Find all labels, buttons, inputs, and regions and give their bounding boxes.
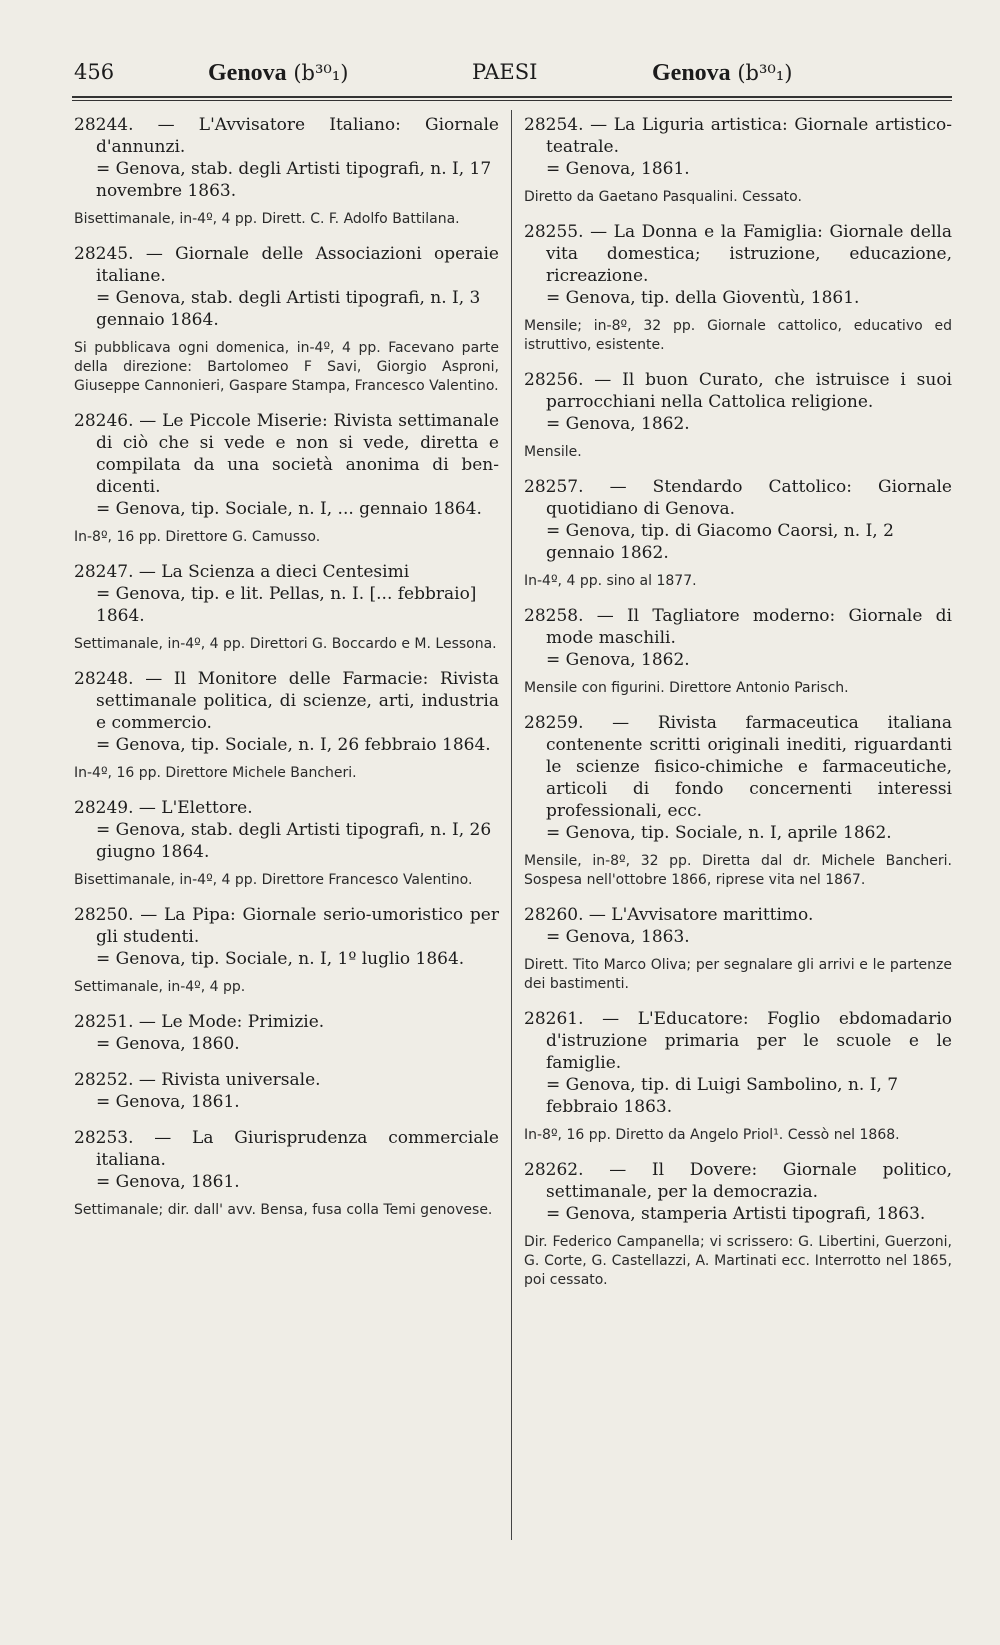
entry-imprint: = Genova, tip. e lit. Pellas, n. I. [... febbraio] 1864. bbox=[96, 584, 477, 626]
header-rule-thin bbox=[72, 100, 952, 101]
entry-title-text: 28257. — Stendardo Cattolico: Giornale quotidiano di Genova. bbox=[524, 477, 952, 519]
catalog-entry bbox=[524, 1159, 952, 1290]
entry-title bbox=[74, 1011, 499, 1033]
entry-imprint: = Genova, 1862. bbox=[546, 414, 690, 434]
entry-title-text: 28254. — La Liguria artistica: Giornale artistico-teatrale. bbox=[524, 115, 952, 157]
entry-title-text: 28255. — La Donna e la Famiglia: Giornale della vita domestica; istruzione, educazione, ricreazione. bbox=[524, 222, 952, 286]
header-right bbox=[652, 60, 792, 87]
entry-title bbox=[524, 1008, 952, 1074]
catalog-entry bbox=[74, 1127, 499, 1220]
catalog-entry bbox=[74, 1069, 499, 1113]
catalog-entry bbox=[524, 605, 952, 698]
entry-imprint: = Genova, 1860. bbox=[96, 1034, 240, 1054]
entry-imprint: = Genova, stab. degli Artisti tipografi, n. I, 26 giugno 1864. bbox=[96, 820, 492, 862]
entry-imprint: = Genova, 1863. bbox=[546, 927, 690, 947]
entry-note: Mensile con figurini. Direttore Antonio Parisch. bbox=[524, 680, 849, 696]
header-left bbox=[208, 60, 348, 87]
catalog-entry bbox=[74, 797, 499, 890]
catalog-entry bbox=[524, 712, 952, 890]
right-column bbox=[524, 114, 952, 1304]
entry-imprint: = Genova, stab. degli Artisti tipografi, n. I, 3 gennaio 1864. bbox=[96, 288, 481, 330]
entry-title bbox=[74, 1127, 499, 1171]
entry-note: Mensile. bbox=[524, 444, 582, 460]
entry-title-text: 28247. — La Scienza a dieci Centesimi bbox=[74, 562, 410, 582]
entry-imprint: = Genova, stamperia Artisti tipografi, 1863. bbox=[546, 1204, 926, 1224]
entry-title-text: 28246. — Le Piccole Miserie: Rivista settimanale di ciò che si vede e non si vede, diretta e compilata da una società anonima di ben-dicenti. bbox=[74, 411, 499, 497]
entry-imprint: = Genova, stab. degli Artisti tipografi, n. I, 17 novembre 1863. bbox=[96, 159, 492, 201]
entry-title-text: 28252. — Rivista universale. bbox=[74, 1070, 321, 1090]
entry-title-text: 28261. — L'Educatore: Foglio ebdomadario d'istruzione primaria per le scuole e le famiglie. bbox=[524, 1009, 952, 1073]
entry-title-text: 28262. — Il Dovere: Giornale politico, settimanale, per la democrazia. bbox=[524, 1160, 952, 1202]
header-right-title: Genova bbox=[652, 60, 731, 86]
entry-title bbox=[524, 476, 952, 520]
catalog-entry bbox=[74, 904, 499, 997]
entry-note: Bisettimanale, in-4º, 4 pp. Direttore Francesco Valentino. bbox=[74, 872, 473, 888]
catalog-entry bbox=[74, 410, 499, 547]
entry-imprint: = Genova, tip. Sociale, n. I, ... gennaio 1864. bbox=[96, 499, 482, 519]
catalog-entry bbox=[74, 668, 499, 783]
entry-title bbox=[524, 369, 952, 413]
entry-imprint: = Genova, tip. Sociale, n. I, 26 febbraio 1864. bbox=[96, 735, 491, 755]
entry-note: In-4º, 4 pp. sino al 1877. bbox=[524, 573, 697, 589]
catalog-entry bbox=[524, 114, 952, 207]
entry-note: Bisettimanale, in-4º, 4 pp. Dirett. C. F. Adolfo Battilana. bbox=[74, 211, 460, 227]
entry-title-text: 28245. — Giornale delle Associazioni operaie italiane. bbox=[74, 244, 499, 286]
entry-title bbox=[74, 114, 499, 158]
catalog-entry bbox=[524, 221, 952, 355]
entry-imprint: = Genova, 1862. bbox=[546, 650, 690, 670]
entry-title-text: 28259. — Rivista farmaceutica italiana contenente scritti originali inediti, riguardanti le scienze fisico-chimiche e farmaceutiche, articoli di fondo concernenti interessi professionali, ecc. bbox=[524, 713, 952, 821]
entry-note: Dirett. Tito Marco Oliva; per segnalare gli arrivi e le partenze dei bastimenti. bbox=[524, 957, 952, 992]
entry-title bbox=[74, 797, 499, 819]
entry-note: Settimanale, in-4º, 4 pp. Direttori G. Boccardo e M. Lessona. bbox=[74, 636, 497, 652]
entry-title-text: 28253. — La Giurisprudenza commerciale italiana. bbox=[74, 1128, 499, 1170]
entry-title bbox=[524, 221, 952, 287]
entry-title bbox=[524, 605, 952, 649]
catalog-entry bbox=[524, 369, 952, 462]
entry-title bbox=[74, 410, 499, 498]
catalog-entry bbox=[524, 476, 952, 591]
entry-imprint: = Genova, tip. della Gioventù, 1861. bbox=[546, 288, 860, 308]
entry-title-text: 28250. — La Pipa: Giornale serio-umoristico per gli studenti. bbox=[74, 905, 499, 947]
column-divider bbox=[511, 110, 512, 1540]
entry-imprint: = Genova, 1861. bbox=[546, 159, 690, 179]
entry-title bbox=[524, 114, 952, 158]
entry-title-text: 28258. — Il Tagliatore moderno: Giornale di mode maschili. bbox=[524, 606, 952, 648]
catalog-entry bbox=[74, 561, 499, 654]
entry-title-text: 28244. — L'Avvisatore Italiano: Giornale d'annunzi. bbox=[74, 115, 499, 157]
header-left-sub: (b³⁰₁) bbox=[293, 61, 349, 85]
entry-title-text: 28248. — Il Monitore delle Farmacie: Rivista settimanale politica, di scienze, arti, industria e commercio. bbox=[74, 669, 499, 733]
entry-note: Si pubblicava ogni domenica, in-4º, 4 pp. Facevano parte della direzione: Bartolomeo F Savi, Giorgio Asproni, Giuseppe Cannonieri, Gaspare Stampa, Francesco Valentino. bbox=[74, 340, 499, 394]
entry-imprint: = Genova, tip. di Luigi Sambolino, n. I, 7 febbraio 1863. bbox=[546, 1075, 899, 1117]
catalog-entry bbox=[74, 243, 499, 396]
entry-title-text: 28256. — Il buon Curato, che istruisce i suoi parrocchiani nella Cattolica religione. bbox=[524, 370, 952, 412]
header-rule bbox=[72, 96, 952, 98]
entry-imprint: = Genova, 1861. bbox=[96, 1172, 240, 1192]
entry-title-text: 28249. — L'Elettore. bbox=[74, 798, 253, 818]
entry-title-text: 28260. — L'Avvisatore marittimo. bbox=[524, 905, 814, 925]
header-left-title: Genova bbox=[208, 60, 287, 86]
entry-note: Mensile; in-8º, 32 pp. Giornale cattolico, educativo ed istruttivo, esistente. bbox=[524, 318, 952, 353]
catalog-entry bbox=[524, 904, 952, 994]
entry-note: Dir. Federico Campanella; vi scrissero: G. Libertini, Guerzoni, G. Corte, G. Castellazzi, A. Martinati ecc. Interrotto nel 1865, poi cessato. bbox=[524, 1234, 952, 1288]
entry-title bbox=[524, 1159, 952, 1203]
entry-note: Settimanale, in-4º, 4 pp. bbox=[74, 979, 246, 995]
entry-title-text: 28251. — Le Mode: Primizie. bbox=[74, 1012, 325, 1032]
entry-title bbox=[524, 904, 952, 926]
entry-title bbox=[74, 1069, 499, 1091]
catalog-entry bbox=[524, 1008, 952, 1145]
entry-note: Diretto da Gaetano Pasqualini. Cessato. bbox=[524, 189, 802, 205]
entry-note: Settimanale; dir. dall' avv. Bensa, fusa colla Temi genovese. bbox=[74, 1202, 493, 1218]
left-column bbox=[74, 114, 499, 1234]
header-right-sub: (b³⁰₁) bbox=[737, 61, 793, 85]
catalog-entry bbox=[74, 1011, 499, 1055]
entry-imprint: = Genova, 1861. bbox=[96, 1092, 240, 1112]
entry-title bbox=[74, 668, 499, 734]
entry-title bbox=[74, 904, 499, 948]
entry-note: In-8º, 16 pp. Diretto da Angelo Priol¹. Cessò nel 1868. bbox=[524, 1127, 900, 1143]
entry-note: In-8º, 16 pp. Direttore G. Camusso. bbox=[74, 529, 321, 545]
header-center-title: PAESI bbox=[472, 60, 538, 84]
entry-imprint: = Genova, tip. Sociale, n. I, aprile 1862. bbox=[546, 823, 892, 843]
running-header bbox=[72, 56, 952, 96]
entry-title bbox=[74, 561, 499, 583]
page-number: 456 bbox=[74, 60, 115, 84]
entry-imprint: = Genova, tip. Sociale, n. I, 1º luglio 1864. bbox=[96, 949, 465, 969]
entry-note: Mensile, in-8º, 32 pp. Diretta dal dr. Michele Bancheri. Sospesa nell'ottobre 1866, riprese vita nel 1867. bbox=[524, 853, 952, 888]
entry-title bbox=[74, 243, 499, 287]
entry-title bbox=[524, 712, 952, 822]
entry-note: In-4º, 16 pp. Direttore Michele Bancheri. bbox=[74, 765, 357, 781]
entry-imprint: = Genova, tip. di Giacomo Caorsi, n. I, 2 gennaio 1862. bbox=[546, 521, 894, 563]
catalog-entry bbox=[74, 114, 499, 229]
